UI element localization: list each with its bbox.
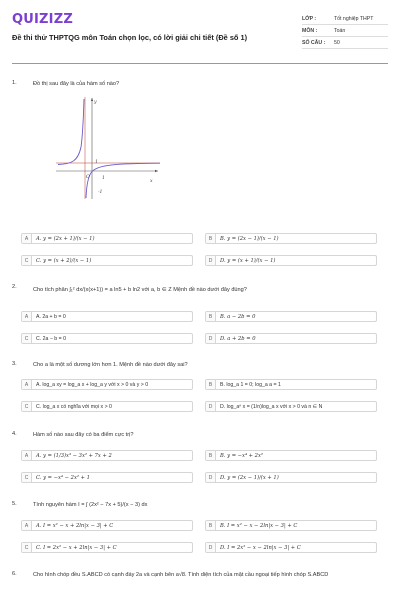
meta-table <box>302 13 388 49</box>
option-1d[interactable] <box>205 255 377 266</box>
option-4c[interactable] <box>21 472 193 483</box>
option-letter: B <box>206 380 216 389</box>
option-text: B. y = −x⁴ + 2x² <box>220 452 263 459</box>
question-3 <box>12 361 388 371</box>
x-axis-label: x <box>150 179 153 184</box>
meta-value: Toán <box>334 28 346 34</box>
question-text: Đồ thị sau đây là của hàm số nào? <box>33 81 120 87</box>
option-5d[interactable] <box>205 542 377 553</box>
option-5b[interactable] <box>205 520 377 531</box>
tick-label-y1: 1 <box>95 160 98 165</box>
option-1c[interactable] <box>21 255 193 266</box>
option-text: D. I = 2x² − x − 2ln|x − 3| + C <box>220 544 301 551</box>
option-text: B. I = x² − x − 2ln|x − 3| + C <box>220 522 298 529</box>
option-4b[interactable] <box>205 450 377 461</box>
x-axis-arrow <box>155 170 158 172</box>
option-2a[interactable] <box>21 311 193 322</box>
option-4d[interactable] <box>205 472 377 483</box>
option-text: B. a − 2b = 0 <box>220 313 256 320</box>
option-3a[interactable] <box>21 379 193 390</box>
question-number: 2. <box>12 284 17 290</box>
question-number: 1. <box>12 80 17 86</box>
option-letter: C <box>22 334 32 343</box>
option-letter: A <box>22 451 32 460</box>
question-number: 5. <box>12 501 17 507</box>
option-1a[interactable] <box>21 233 193 244</box>
option-letter: D <box>206 543 216 552</box>
option-text: C. 2a − b = 0 <box>36 335 66 342</box>
option-text: C. y = (x + 2)/(x − 1) <box>36 257 92 264</box>
option-3c[interactable] <box>21 401 193 412</box>
option-text: A. I = x² − x + 2ln|x − 3| + C <box>36 522 114 529</box>
question-number: 6. <box>12 571 17 577</box>
option-letter: D <box>206 473 216 482</box>
option-1b[interactable] <box>205 233 377 244</box>
option-text: D. y = (2x − 1)/(x + 1) <box>220 474 279 481</box>
origin-label: O <box>86 175 90 180</box>
option-text: C. log_a x có nghĩa với mọi x > 0 <box>36 403 112 410</box>
option-letter: D <box>206 256 216 265</box>
y-axis-arrow <box>91 98 93 101</box>
option-2b[interactable] <box>205 311 377 322</box>
option-letter: C <box>22 402 32 411</box>
option-5a[interactable] <box>21 520 193 531</box>
meta-key: SỐ CÂU : <box>302 40 326 46</box>
option-letter: C <box>22 543 32 552</box>
quizizz-logo: QUIZIZZ <box>12 12 73 27</box>
option-letter: D <box>206 402 216 411</box>
question-text: Hàm số nào sau đây có ba điểm cực trị? <box>33 432 134 438</box>
question-text: Cho tích phân ∫₁² dx/(x(x+1)) = a ln5 + b ln2 với a, b ∈ Z Mệnh đề nào dưới đây đúng? <box>33 287 247 293</box>
tick-label-minus1: -1 <box>98 190 103 195</box>
option-letter: C <box>22 256 32 265</box>
option-letter: A <box>22 312 32 321</box>
option-letter: B <box>206 234 216 243</box>
meta-row-subject <box>302 25 388 37</box>
meta-row-count <box>302 37 388 49</box>
option-letter: D <box>206 334 216 343</box>
option-letter: C <box>22 473 32 482</box>
option-text: A. y = (2x + 1)/(x − 1) <box>36 235 95 242</box>
option-5c[interactable] <box>21 542 193 553</box>
option-letter: B <box>206 451 216 460</box>
option-text: A. log_a xy = log_a x + log_a y với x > 0 và y > 0 <box>36 381 149 388</box>
option-text: C. I = 2x² − x + 2ln|x − 3| + C <box>36 544 117 551</box>
tick-label-x1: 1 <box>102 176 105 181</box>
meta-row-class <box>302 13 388 25</box>
option-text: D. a + 2b = 0 <box>220 335 256 342</box>
graph-left-branch <box>58 99 84 165</box>
question-6 <box>12 571 388 593</box>
meta-key: LỚP : <box>302 16 317 22</box>
option-2d[interactable] <box>205 333 377 344</box>
option-text: C. y = −x⁴ − 2x² + 1 <box>36 474 90 481</box>
option-text: D. y = (x + 1)/(x − 1) <box>220 257 276 264</box>
option-text: D. log_aⁿ x = (1/n)log_a x với x > 0 và n ∈ N <box>220 403 323 410</box>
function-graph <box>56 97 160 199</box>
option-text: B. log_a 1 = 0; log_a a = 1 <box>220 381 281 388</box>
option-text: B. y = (2x − 1)/(x − 1) <box>220 235 279 242</box>
option-letter: A <box>22 521 32 530</box>
document-title: Đề thi thử THPTQG môn Toán chọn lọc, có lời giải chi tiết (Đề số 1) <box>12 33 248 42</box>
option-text: A. 2a + b = 0 <box>36 313 66 320</box>
option-text: A. y = (1/3)x³ − 3x² + 7x + 2 <box>36 452 112 459</box>
question-5 <box>12 501 388 513</box>
header-divider <box>12 63 388 64</box>
question-text: Tính nguyên hàm I = ∫ (2x² − 7x + 5)/(x − 3) dx <box>33 502 148 508</box>
question-4 <box>12 431 388 441</box>
question-text: Cho hình chóp đều S.ABCD có cạnh đáy 2a và cạnh bên a√8. Tính diện tích của mặt cầu ngoại tiếp hình chóp S.ABCD <box>33 572 329 578</box>
y-axis-label: y <box>94 100 97 105</box>
question-number: 4. <box>12 431 17 437</box>
meta-value: Tốt nghiệp THPT <box>334 16 374 22</box>
question-2 <box>12 284 388 298</box>
option-letter: A <box>22 380 32 389</box>
question-number: 3. <box>12 361 17 367</box>
question-text: Cho a là một số dương lớn hơn 1. Mệnh đề nào dưới đây sai? <box>33 362 188 368</box>
option-letter: A <box>22 234 32 243</box>
option-3b[interactable] <box>205 379 377 390</box>
option-2c[interactable] <box>21 333 193 344</box>
option-4a[interactable] <box>21 450 193 461</box>
option-3d[interactable] <box>205 401 377 412</box>
meta-key: MÔN : <box>302 28 318 34</box>
option-letter: B <box>206 521 216 530</box>
option-letter: B <box>206 312 216 321</box>
meta-value: 50 <box>334 40 340 46</box>
